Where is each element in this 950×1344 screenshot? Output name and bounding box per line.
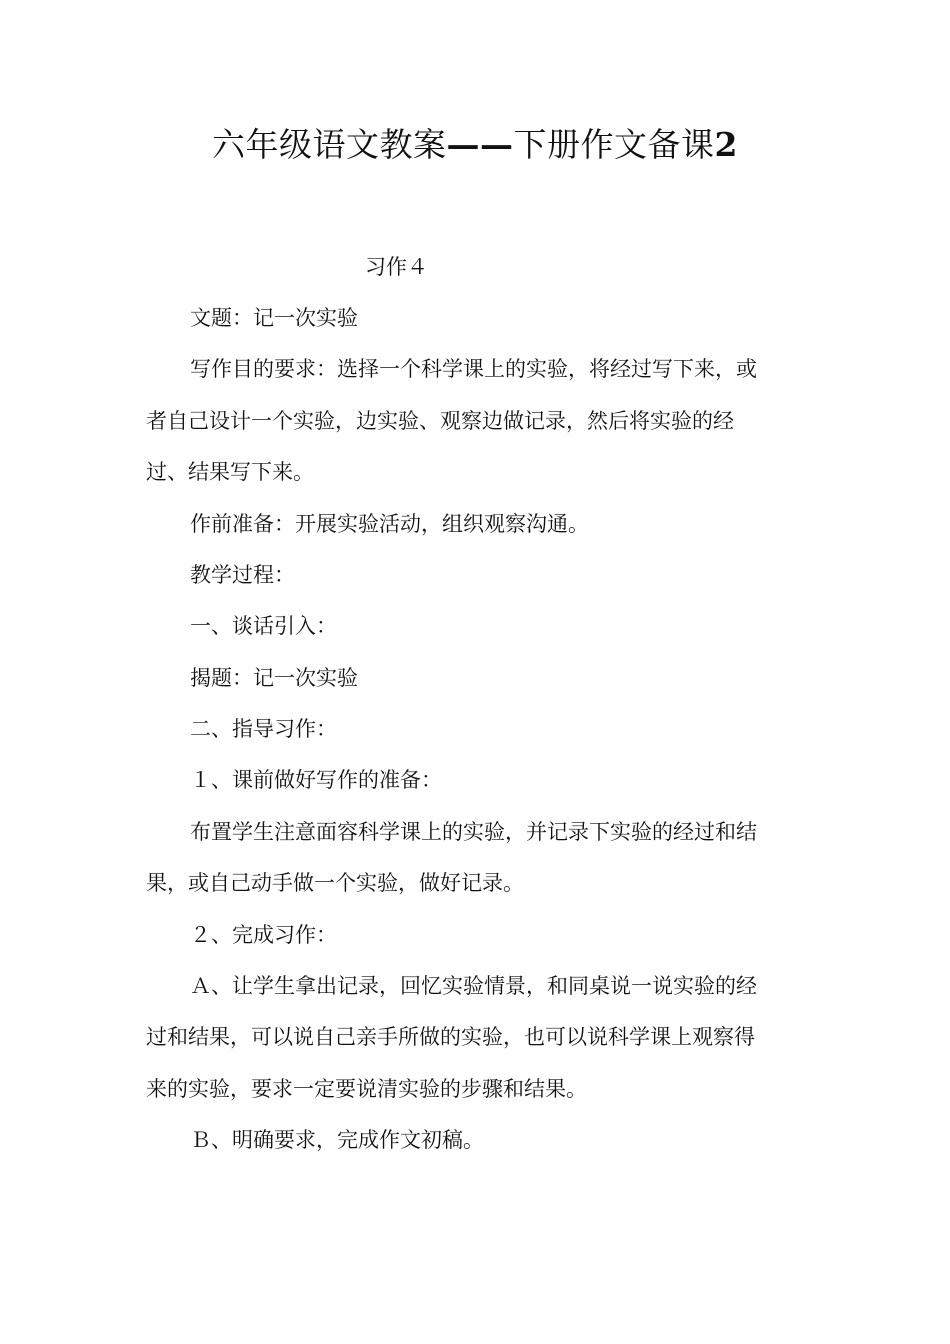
paragraph-line: １、课前做好写作的准备：: [190, 768, 442, 792]
paragraph-line: 布置学生注意面容科学课上的实验，并记录下实验的经过和结: [190, 820, 757, 844]
paragraph-line: 写作目的要求：选择一个科学课上的实验，将经过写下来，或: [190, 357, 757, 381]
paragraph-line: 一、谈话引入：: [190, 614, 337, 638]
paragraph-line: 揭题：记一次实验: [190, 666, 358, 690]
paragraph-line: 二、指导习作：: [190, 717, 337, 741]
paragraph-line: 者自己设计一个实验，边实验、观察边做记录，然后将实验的经: [146, 409, 734, 433]
paragraph-line: 教学过程：: [190, 563, 295, 587]
paragraph-line: 过、结果写下来。: [146, 460, 314, 484]
title-number: 2: [714, 125, 738, 164]
document-title: [0, 122, 950, 168]
paragraph-line: 文题：记一次实验: [190, 306, 358, 330]
title-dash: ——: [446, 125, 514, 164]
paragraph-line: 过和结果，可以说自己亲手所做的实验，也可以说科学课上观察得: [146, 1025, 755, 1049]
section-heading: 习作４: [365, 255, 428, 279]
paragraph-line: Ｂ、明确要求，完成作文初稿。: [190, 1128, 484, 1152]
paragraph-line: 作前准备：开展实验活动，组织观察沟通。: [190, 512, 589, 536]
paragraph-line: Ａ、让学生拿出记录，回忆实验情景，和同桌说一说实验的经: [190, 974, 757, 998]
paragraph-line: 果，或自己动手做一个实验，做好记录。: [146, 871, 524, 895]
paragraph-line: ２、完成习作：: [190, 923, 337, 947]
title-main: 六年级语文教案: [212, 125, 447, 164]
title-rest: 下册作文备课: [513, 125, 715, 164]
paragraph-line: 来的实验，要求一定要说清实验的步骤和结果。: [146, 1077, 587, 1101]
